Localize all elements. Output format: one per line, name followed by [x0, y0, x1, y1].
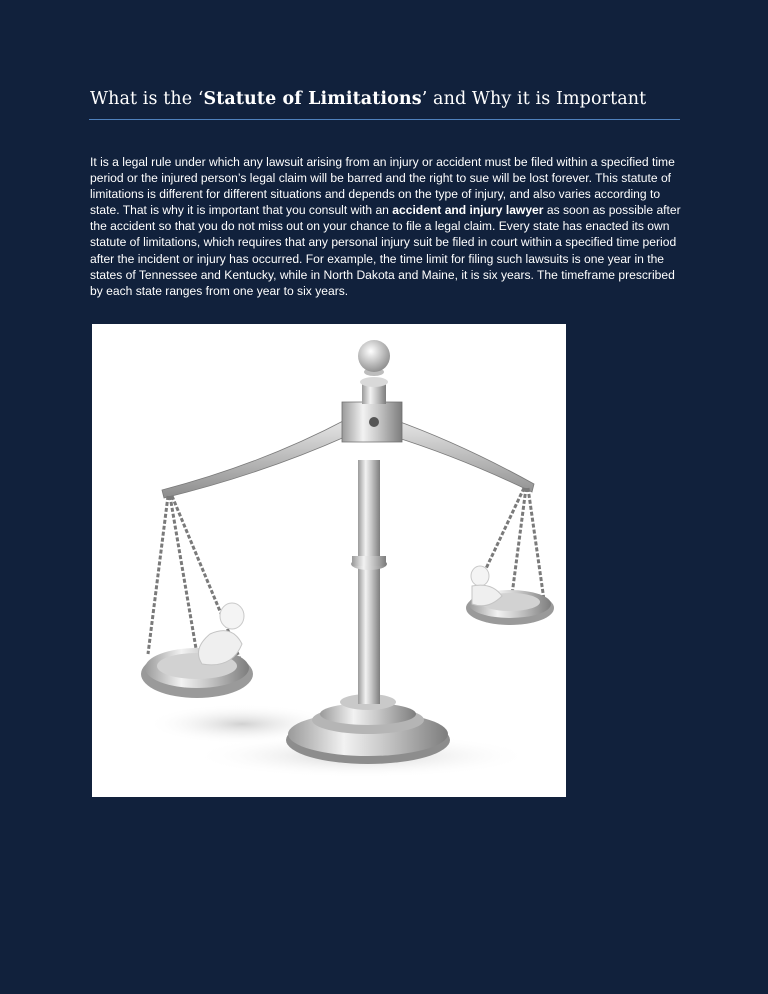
accident-lawyer-link[interactable]: accident and injury lawyer — [392, 203, 544, 218]
balance-scale-icon — [92, 324, 566, 797]
paragraph-text-1: It is a legal rule under which any lawsuit arising from an injury or accident must be filed within a specified time period or the injured person’s legal claim will be barred and the right to sue will be lost forever. This statute of limitations is different for different situations and depends on the type of injury, and also varies according to state. That is why it is important that you consult with an — [90, 155, 675, 218]
paragraph-text-2: as soon as possible after the accident so that you do not miss out on your chance to file a legal claim. Every state has enacted its own statute of limitations, which requires that any personal injury suit be filed in court within a specified time period after the incident or injury has occurred. For example, the time limit for filing such lawsuits is one year in the states of Tennessee and Kentucky, while in North Dakota and Maine, it is six years. The timeframe prescribed by each state ranges from one year to six years. — [90, 203, 681, 298]
title-bold: Statute of Limitations — [203, 89, 422, 109]
body-paragraph — [90, 154, 682, 299]
title-suffix: ’ and Why it is Important — [421, 89, 647, 109]
scale-image — [92, 324, 566, 797]
title-underline — [89, 119, 680, 120]
page-title — [90, 89, 690, 109]
title-prefix: What is the ‘ — [90, 89, 204, 109]
